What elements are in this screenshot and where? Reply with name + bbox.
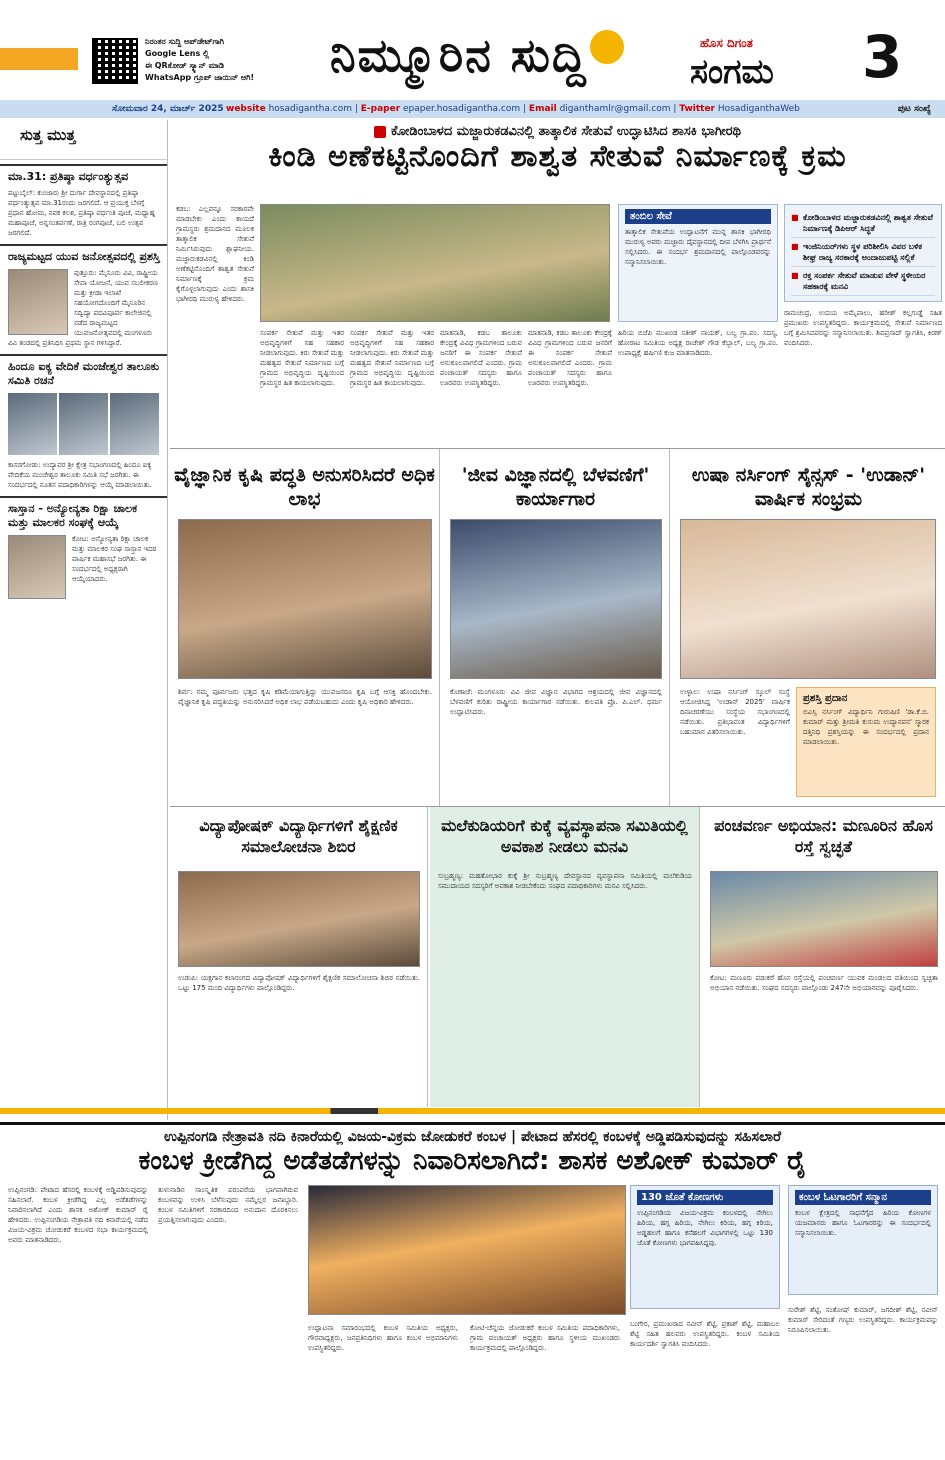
section-divider <box>0 1108 945 1114</box>
story-body: ಕೊಣಾಜೆ: ಮಂಗಳೂರು ವಿವಿ ಜೀವ ವಿಜ್ಞಾನ ವಿಭಾಗದ ಆಶ್ರಯದಲ್ಲಿ ಜೀವ ವಿಜ್ಞಾನದಲ್ಲಿ ಬೆಳವಣಿಗೆ ಕುರಿತು ರಾಷ್ಟ್ರೀಯ ಕಾರ್ಯಾಗಾರ ನಡೆಯಿತು. ಕುಲಪತಿ ಪ್ರೊ. ಪಿ.ಎಲ್. ಧರ್ಮ ಉದ್ಘಾಟಿಸಿದರು. <box>450 688 662 716</box>
story-headline: ಸಾಸ್ತಾನ - ಅನ್ಯೋನ್ಯತಾ ರಿಕ್ಷಾ ಚಾಲಕ ಮತ್ತು ಮಾಲಕರ ಸಂಘಕ್ಕೆ ಆಯ್ಕೆ <box>0 496 167 532</box>
highlight-item: ■ ರಕ್ತ ಸಂಪರ್ಕ ಸೇತುವೆ ಮಾಡುವ ವೇಳೆ ಸ್ಥಳೀಯರ ಸಹಕಾರಕ್ಕೆ ಮನವಿ <box>791 267 935 296</box>
paper-name: ನಿಮ್ಮೂರಿನ ಸುದ್ದಿ <box>330 28 588 82</box>
page-number: 3 <box>862 23 903 91</box>
story-column: ಸಂಪರ್ಕ ಸೇತುವೆ ಮತ್ತು ಇತರ ಅಭಿವೃದ್ಧಿಗಳಿಗೆ ಸಹ ಸಹಕಾರ ನೀಡಲಾಗುವುದು. ಕಿರು ಸೇತುವೆ ಮತ್ತು ಮಹತ್ವದ ಸೇತುವೆ ನಿರ್ಮಾಣದ ಬಗ್ಗೆ ಗ್ರಾಮದ ಅಭಿವೃದ್ಧಿಯ ದೃಷ್ಟಿಯಿಂದ ಗ್ರಾಮಸ್ಥರ ಹಿತ ಕಾಯಲಾಗುವುದು. <box>350 329 434 387</box>
vidyaposhak-story <box>170 807 428 1107</box>
story-headline: ಪಂಚವರ್ಣ ಅಭಿಯಾನ: ಮಣೂರಿನ ಹೊಸ ರಸ್ತೆ ಸ್ವಚ್ಛತೆ <box>714 816 933 856</box>
story-column: ಮಾತನಾಡಿ, ಕಡಬ ತಾಲೂಕು ಕೇಂದ್ರಕ್ಕೆ ವಿವಿಧ ಗ್ರಾಮಗಳಿಂದ ಬರುವ ಜನರಿಗೆ ಈ ಸಂಪರ್ಕ ಸೇತುವೆ ಅನುಕೂಲವಾಗಲಿದೆ ಎಂದರು. ಗ್ರಾಮ ಪಂಚಾಯತ್ ಸದಸ್ಯರು ಹಾಗೂ ಊರವರು ಉಪಸ್ಥಿತರಿದ್ದರು. <box>528 329 612 387</box>
story-headline: ಹಿಂದೂ ಐಕ್ಯ ವೇದಿಕೆ ಮಂಜೇಶ್ವರ ತಾಲೂಕು ಸಮಿತಿ ರಚನೆ <box>0 354 167 390</box>
main-area <box>170 120 945 992</box>
story-column: ಹಿರಿಯ ಬಿಜೆಪಿ ಮುಖಂಡ ಸತೀಶ್ ನಾಯಕ್, ಬಲ್ಯ ಗ್ರಾ.ಪಂ. ಸದಸ್ಯ, ಹೋರಾಟ ಸಮಿತಿಯ ಅಧ್ಯಕ್ಷ ರಾಜೇಶ್ ಗೌಡ ಕೆಬ್ಬಾಲ್, ಬಲ್ಯ ಗ್ರಾ.ಪಂ. ಉಪಾಧ್ಯಕ್ಷೆ ಹರ್ಷಿಣಿ ಕುಜ ಮಾತನಾಡಿದರು. <box>618 329 778 357</box>
box-text: ಕಂಬಳ ಕ್ಷೇತ್ರದಲ್ಲಿ ಸಾಧನೆಗೈದ ಹಿರಿಯ ಕೋಣಗಳ ಯಜಮಾನರು ಹಾಗೂ ಓಟಗಾರರನ್ನು ಈ ಸಂದರ್ಭದಲ್ಲಿ ಸನ್ಮಾನಿಸಲಾಯಿತು. <box>795 1209 931 1237</box>
qr-line-1: ನಿರಂತರ ಸುದ್ದಿ ಅಪ್‌ಡೇಟ್‌ಗಾಗಿ <box>145 37 225 46</box>
story-headline: ವೈಜ್ಞಾನಿಕ ಕೃಷಿ ಪದ್ಧತಿ ಅನುಸರಿಸಿದರೆ ಅಧಿಕ ಲಾಭ <box>174 464 435 510</box>
story-headline: ರಾಜ್ಯಮಟ್ಟದ ಯುವ ಜನೋತ್ಸವದಲ್ಲಿ ಪ್ರಶಸ್ತಿ <box>0 244 167 266</box>
story-column: ರಾಮಚಂದ್ರ, ಉದಯ ಅಮೈಪಾಲು, ಹರೀಶ್ ಕಲ್ಲಗುಡ್ಡೆ ಸಹಿತ ಪ್ರಮುಖರು ಉಪಸ್ಥಿತರಿದ್ದರು. ಕಾರ್ಯಕ್ರಮದಲ್ಲಿ ಸೇತುವೆ ನಿರ್ಮಾಣದ ಬಗ್ಗೆ ಶ್ರಮಿಸಿದವರನ್ನು ಸನ್ಮಾನಿಸಲಾಯಿತು. ಶಿವಪ್ರಸಾದ್ ಸ್ವಾಗತಿಸಿ, ಕಿರಣ್ ವಂದಿಸಿದರು. <box>784 309 942 347</box>
issue-date: ಸೋಮವಾರ 24, ಮಾರ್ಚ್ 2025 <box>112 104 224 114</box>
brand-small: ಹೊಸ ದಿಗಂತ <box>700 36 753 50</box>
story-column: ತುಳುನಾಡಿನ ಸಾಂಸ್ಕೃತಿಕ ಪರಂಪರೆಯ ಭಾಗವಾಗಿರುವ ಕಂಬಳವನ್ನು ಉಳಿಸಿ ಬೆಳೆಸುವುದು ನಮ್ಮೆಲ್ಲರ ಜವಾಬ್ದಾರಿ. ಕಂಬಳ ಸಮಿತಿಗಳಿಗೆ ಸರಕಾರದಿಂದ ಅನುದಾನ ದೊರಕಿಸಲು ಪ್ರಯತ್ನಿಸಲಾಗುವುದು ಎಂದರು. <box>158 1186 298 1224</box>
row-three <box>170 806 945 1106</box>
bottom-headline: ಕಂಬಳ ಕ್ರೀಡೆಗಿದ್ದ ಅಡೆತಡೆಗಳನ್ನು ನಿವಾರಿಸಲಾಗಿದೆ: ಶಾಸಕ ಅಶೋಕ್ ಕುಮಾರ್ ರೈ <box>138 1146 807 1176</box>
story-body: ಕೋಟ: ಮಣೂರು ಪಡುಕರೆ ಹೊಸ ರಸ್ತೆಯಲ್ಲಿ ಪಂಚವರ್ಣ ಯುವಕ ಮಂಡಲದ ವತಿಯಿಂದ ಸ್ವಚ್ಛತಾ ಅಭಿಯಾನ ನಡೆಯಿತು. ಸಂಘದ ಸದಸ್ಯರು ಪಾಲ್ಗೊಂಡು 247ನೇ ಅಭಿಯಾನವನ್ನು ಪೂರೈಸಿದರು. <box>710 974 938 992</box>
bottom-body <box>8 1185 938 1457</box>
cleanup-team-photo <box>710 871 938 967</box>
story-column: ಸುರೇಶ್ ಶೆಟ್ಟಿ, ಸಂತೋಷ್ ಕುಮಾರ್, ಜಗದೀಶ್ ಶೆಟ್ಟಿ, ನವೀನ್ ಕುಮಾರ್ ಸೇರಿದಂತೆ ಗಣ್ಯರು ಉಪಸ್ಥಿತರಿದ್ದರು. ಕಾರ್ಯಕ್ರಮವನ್ನು ನಿರೂಪಿಸಲಾಯಿತು. <box>788 1306 938 1334</box>
bullet-icon <box>374 126 386 138</box>
top-story-kicker <box>170 120 945 139</box>
epaper-label: E-paper <box>360 104 401 114</box>
qr-line-2: Google Lens ಲ್ಲಿ <box>145 49 210 58</box>
story-body: ಉಡುಪಿ: ಯಕ್ಷಗಾನ ಕಲಾರಂಗದ ವಿದ್ಯಾಪೋಷಕ್ ವಿದ್ಯಾರ್ಥಿಗಳಿಗೆ ಶೈಕ್ಷಣಿಕ ಸಮಾಲೋಚನಾ ಶಿಬಿರ ನಡೆಯಿತು. ಒಟ್ಟು 175 ಮಂದಿ ವಿದ್ಯಾರ್ಥಿಗಳು ಪಾಲ್ಗೊಂಡಿದ್ದರು. <box>178 974 420 992</box>
top-story <box>170 204 945 444</box>
story-column: ಕೋಟಿ-ಚೆನ್ನಯ ಜೋಡುಕರೆ ಕಂಬಳ ಸಮಿತಿಯ ಪದಾಧಿಕಾರಿಗಳು, ಗ್ರಾಮ ಪಂಚಾಯತ್ ಅಧ್ಯಕ್ಷರು ಹಾಗೂ ಸ್ಥಳೀಯ ಮುಖಂಡರು ಕಾರ್ಯಕ್ರಮದಲ್ಲಿ ಪಾಲ್ಗೊಂಡಿದ್ದರು. <box>470 1324 620 1352</box>
story-column: ಕಡಬ: ಎಲ್ಲವನ್ನೂ ಸರಕಾರವೇ ಮಾಡಬೇಕು ಎಂದು ಕಾಯದೆ ಗ್ರಾಮಸ್ಥರು ಶ್ರಮದಾನದ ಮೂಲಕ ತಾತ್ಕಾಲಿಕ ಸೇತುವೆ ನಿರ್ಮಿಸಿರುವುದು ಶ್ಲಾಘನೀಯ. ಮಜ್ಜಾರುಕಡವಿನಲ್ಲಿ ಕಿಂಡಿ ಅಣೆಕಟ್ಟಿನೊಂದಿಗೆ ಶಾಶ್ವತ ಸೇತುವೆ ನಿರ್ಮಾಣಕ್ಕೆ ಕ್ರಮ ಕೈಗೊಳ್ಳಲಾಗುವುದು ಎಂದು ಶಾಸಕಿ ಭಾಗೀರಥಿ ಮುರುಳ್ಯ ಹೇಳಿದರು. <box>176 205 254 303</box>
date-bar <box>0 100 945 118</box>
section-brand: ಸಂಗಮ <box>690 52 774 92</box>
email-label: Email <box>528 104 557 114</box>
students-photo <box>178 871 420 967</box>
kicker-text: ಕೋಡಿಂಬಾಳದ ಮಜ್ಜಾರುಕಡವಿನಲ್ಲಿ ತಾತ್ಕಾಲಿಕ ಸೇತುವೆ ಉದ್ಘಾಟಿಸಿದ ಶಾಸಕಿ ಭಾಗೀರಥಿ <box>390 124 741 139</box>
story-column: ಬಂಗೇರ, ಪ್ರಮುಖರಾದ ನವೀನ್ ಶೆಟ್ಟಿ, ಪ್ರಕಾಶ್ ಶೆಟ್ಟಿ, ಮಹಾಬಲ ಶೆಟ್ಟಿ ಸಹಿತ ಹಲವರು ಉಪಸ್ಥಿತರಿದ್ದರು. ಕಂಬಳ ಸಮಿತಿಯ ಕಾರ್ಯದರ್ಶಿ ಸ್ವಾಗತಿಸಿ ವಂದಿಸಿದರು. <box>630 1320 780 1348</box>
felicitation-box <box>788 1185 938 1295</box>
qr-instructions <box>145 36 315 84</box>
photo-caption-box <box>618 204 778 322</box>
website-label: website <box>226 104 266 114</box>
story-body: ಶಿರ್ವ: ನಮ್ಮ ಪೂರ್ವಜರು ಭತ್ತದ ಕೃಷಿ ಕಡಿಮೆಯಾಗುತ್ತಿದ್ದು ಯುವಜನರೂ ಕೃಷಿ ಬಗ್ಗೆ ಆಸಕ್ತಿ ಹೊಂದಬೇಕು. ವೈಜ್ಞಾನಿಕ ಕೃಷಿ ಪದ್ಧತಿಯನ್ನು ಅನುಸರಿಸಿದರೆ ಅಧಿಕ ಲಾಭ ಪಡೆಯಬಹುದು ಎಂದು ಕೃಷಿ ಅಧಿಕಾರಿ ಹೇಳಿದರು. <box>178 688 432 706</box>
story-column: ಮಾತನಾಡಿ, ಕಡಬ ತಾಲೂಕು ಕೇಂದ್ರಕ್ಕೆ ವಿವಿಧ ಗ್ರಾಮಗಳಿಂದ ಬರುವ ಜನರಿಗೆ ಈ ಸಂಪರ್ಕ ಸೇತುವೆ ಅನುಕೂಲವಾಗಲಿದೆ ಎಂದರು. ಗ್ರಾಮ ಪಂಚಾಯತ್ ಸದಸ್ಯರು ಹಾಗೂ ಊರವರು ಉಪಸ್ಥಿತರಿದ್ದರು. <box>440 329 522 387</box>
story-headline: ಮಲೆಕುಡಿಯರಿಗೆ ಕುಕ್ಕೆ ವ್ಯವಸ್ಥಾಪನಾ ಸಮಿತಿಯಲ್ಲಿ ಅವಕಾಶ ನೀಡಲು ಮನವಿ <box>441 816 688 856</box>
story-column: ಸಂಪರ್ಕ ಸೇತುವೆ ಮತ್ತು ಇತರ ಅಭಿವೃದ್ಧಿಗಳಿಗೆ ಸಹ ಸಹಕಾರ ನೀಡಲಾಗುವುದು. ಕಿರು ಸೇತುವೆ ಮತ್ತು ಮಹತ್ವದ ಸೇತುವೆ ನಿರ್ಮಾಣದ ಬಗ್ಗೆ ಗ್ರಾಮದ ಅಭಿವೃದ್ಧಿಯ ದೃಷ್ಟಿಯಿಂದ ಗ್ರಾಮಸ್ಥರ ಹಿತ ಕಾಯಲಾಗುವುದು. <box>260 329 344 387</box>
farm-meeting-photo <box>178 519 432 679</box>
story-body: ಉಳ್ಳಾಲ: ಉಷಾ ನರ್ಸಿಂಗ್ ಸ್ಕೂಲ್ ಸಂಸ್ಥೆ ಆಯೋಜಿಸಿದ್ದ 'ಉಡಾನ್ 2025' ವಾರ್ಷಿಕ ದಿನಾಚರಣೆಯು ಸಂಸ್ಥೆಯ ಸಭಾಂಗಣದಲ್ಲಿ ನಡೆಯಿತು. ಪ್ರತಿಭಾವಂತ ವಿದ್ಯಾರ್ಥಿಗಳಿಗೆ ಬಹುಮಾನ ವಿತರಿಸಲಾಯಿತು. <box>680 688 790 736</box>
caption-head: ತಂಬಿಲ ಸೇವೆ <box>625 209 771 224</box>
story-headline: ಮಾ.31: ಪ್ರತಿಷ್ಠಾ ವರ್ಧಂತ್ಯುತ್ಸವ <box>0 164 167 186</box>
story-headline: 'ಜೀವ ವಿಜ್ಞಾನದಲ್ಲಿ ಬೆಳವಣಿಗೆ' ಕಾರ್ಯಾಗಾರ <box>461 464 650 510</box>
caption-text: ತಾತ್ಕಾಲಿಕ ಸೇತುವೆಯ ಉದ್ಘಾಟನೆಗೆ ಮುನ್ನ ಶಾಸಕಿ ಭಾಗೀರಥಿ ಮುರುಳ್ಯ ಅವರು ಮಜ್ಜಾರು ದೈವಸ್ಥಾನದಲ್ಲಿ ದೀಪ ಬೆಳಗಿಸಿ ಪ್ರಾರ್ಥನೆ ಸಲ್ಲಿಸಿದರು. ಈ ಸಂದರ್ಭ ಶ್ರಮದಾನದಲ್ಲಿ ಪಾಲ್ಗೊಂಡವರನ್ನು ಸನ್ಮಾನಿಸಲಾಯಿತು. <box>625 228 771 266</box>
workshop-photo <box>450 519 662 679</box>
box-head: ಕಂಬಳ ಓಟಗಾರರಿಗೆ ಸನ್ಮಾನ <box>795 1190 931 1205</box>
story-headline: ವಿದ್ಯಾಪೋಷಕ್ ವಿದ್ಯಾರ್ಥಿಗಳಿಗೆ ಶೈಕ್ಷಣಿಕ ಸಮಾಲೋಚನಾ ಶಿಬಿರ <box>199 816 398 856</box>
story-body: ಸುಬ್ರಹ್ಮಣ್ಯ: ಮಹತೋಭಾರ ಕುಕ್ಕೆ ಶ್ರೀ ಸುಬ್ರಹ್ಮಣ್ಯ ದೇವಸ್ಥಾನದ ವ್ಯವಸ್ಥಾಪನಾ ಸಮಿತಿಯಲ್ಲಿ ಮಲೆಕುಡಿಯ ಸಮುದಾಯದ ಸದಸ್ಯರಿಗೆ ಅವಕಾಶ ನೀಡಬೇಕೆಂದು ಸಂಘದ ಪದಾಧಿಕಾರಿಗಳು ಮನವಿ ಸಲ್ಲಿಸಿದರು. <box>438 872 692 890</box>
website-link[interactable]: hosadigantha.com <box>268 104 352 114</box>
award-photo <box>680 519 936 679</box>
portrait-photos <box>8 393 159 455</box>
buffalo-count-box <box>630 1185 780 1309</box>
qr-line-4: WhatsApp ಗ್ರೂಪ್ ಜಾಯಿನ್ ಆಗಿ! <box>145 73 255 82</box>
kambala-stage-photo <box>308 1185 626 1315</box>
story-headline: ಉಷಾ ನರ್ಸಿಂಗ್ ಸೈನ್ಸಸ್ - 'ಉಡಾನ್' ವಾರ್ಷಿಕ ಸಂಭ್ರಮ <box>691 464 926 510</box>
portrait-photo <box>8 269 68 335</box>
qr-line-3: ಈ QRಕೋಡ್ ಸ್ಕ್ಯಾನ್ ಮಾಡಿ <box>145 61 225 70</box>
award-head: ಪ್ರಶಸ್ತಿ ಪ್ರದಾನ <box>803 693 848 704</box>
story-body: ಕಾಸರಗೋಡು: ಉದ್ಯಾವರ ಶ್ರೀ ಕ್ಷೇತ್ರ ಸಭಾಂಗಣದಲ್ಲಿ ಹಿಂದೂ ಐಕ್ಯ ವೇದಿಕೆಯ ಮಂಜೇಶ್ವರ ತಾಲೂಕು ಸಮಿತಿ ಸಭೆ ಜರಗಿತು. ಈ ಸಂದರ್ಭದಲ್ಲಿ ನೂತನ ಪದಾಧಿಕಾರಿಗಳನ್ನು ಆಯ್ಕೆ ಮಾಡಲಾಯಿತು. <box>8 461 152 489</box>
story-column: ಉಪ್ಪಿನಂಗಡಿ: ಪೇಟಾದ ಹೆಸರಲ್ಲಿ ಕಂಬಳಕ್ಕೆ ಅಡ್ಡಿಪಡಿಸುವುದನ್ನು ಸಹಿಸಲಾರೆ. ಕಂಬಳ ಕ್ರೀಡೆಗಿದ್ದ ಎಲ್ಲ ಅಡೆತಡೆಗಳನ್ನು ನಿವಾರಿಸಲಾಗಿದೆ ಎಂದು ಶಾಸಕ ಅಶೋಕ್ ಕುಮಾರ್ ರೈ ಹೇಳಿದರು. ಉಪ್ಪಿನಂಗಡಿಯ ನೇತ್ರಾವತಿ ನದಿ ಕಿನಾರೆಯಲ್ಲಿ ನಡೆದ ವಿಜಯ-ವಿಕ್ರಮ ಜೋಡುಕರೆ ಕಂಬಳದ ಸಭಾ ಕಾರ್ಯಕ್ರಮದಲ್ಲಿ ಅವರು ಮಾತನಾಡಿದರು. <box>8 1186 148 1244</box>
masthead-accent <box>0 48 78 70</box>
box-head: 130 ಜೊತೆ ಕೋಣಗಳು <box>637 1190 773 1205</box>
qr-code-icon[interactable] <box>92 38 138 84</box>
bottom-kicker: ಉಪ್ಪಿನಂಗಡಿ ನೇತ್ರಾವತಿ ನದಿ ಕಿನಾರೆಯಲ್ಲಿ ವಿಜಯ-ವಿಕ್ರಮ ಜೋಡುಕರೆ ಕಂಬಳ | ಪೇಟಾದ ಹೆಸರಲ್ಲಿ ಕಂಬಳಕ್ಕೆ ಅಡ್ಡಿಪಡಿಸುವುದನ್ನು ಸಹಿಸಲಾರೆ <box>163 1129 782 1145</box>
malekudiya-story <box>430 807 700 1107</box>
cleanliness-story <box>702 807 945 1107</box>
left-column <box>0 120 168 1120</box>
contact-links: website hosadigantha.com | E-paper epaper.hosadigantha.com | Email diganthamlr@gmail.com | Twitter HosadiganthaWeb <box>226 104 800 114</box>
top-story-headline: ಕಿಂಡಿ ಅಣೆಕಟ್ಟಿನೊಂದಿಗೆ ಶಾಶ್ವತ ಸೇತುವೆ ನಿರ್ಮಾಣಕ್ಕೆ ಕ್ರಮ <box>268 139 847 174</box>
story-body: ಕೋಟ: ಅನ್ಯೋನ್ಯತಾ ರಿಕ್ಷಾ ಚಾಲಕ ಮತ್ತು ಮಾಲಕರ ಸಂಘ ಸಾಸ್ತಾನ ಇದರ ವಾರ್ಷಿಕ ಮಹಾಸಭೆ ಜರಗಿತು. ಈ ಸಂದರ್ಭದಲ್ಲಿ ಅಧ್ಯಕ್ಷರಾಗಿ ಆಯ್ಕೆಯಾದರು. <box>72 535 157 583</box>
box-text: ಉಪ್ಪಿನಂಗಡಿಯ ವಿಜಯ-ವಿಕ್ರಮ ಕಂಬಳದಲ್ಲಿ ನೇಗಿಲು ಹಿರಿಯ, ಹಗ್ಗ ಹಿರಿಯ, ನೇಗಿಲು ಕಿರಿಯ, ಹಗ್ಗ ಕಿರಿಯ, ಅಡ್ಡಹಲಗೆ ಹಾಗೂ ಕನೆಹಲಗೆ ವಿಭಾಗಗಳಲ್ಲಿ ಒಟ್ಟು 130 ಜೊತೆ ಕೋಣಗಳು ಭಾಗವಹಿಸಿದ್ದವು. <box>637 1209 773 1247</box>
portrait-photo <box>8 535 66 599</box>
bottom-story <box>0 1122 945 1460</box>
masthead <box>0 0 945 100</box>
award-box <box>796 687 936 797</box>
twitter-label: Twitter <box>679 104 715 114</box>
column-brand: ಸುತ್ತ ಮುತ್ತ <box>0 120 167 160</box>
epaper-link[interactable]: epaper.hosadigantha.com <box>403 104 521 114</box>
story-body: ಪಟ್ಟುಬೈಲ್: ಕುಂಜಾರು ಶ್ರೀ ದುರ್ಗಾ ದೇವಸ್ಥಾನದಲ್ಲಿ ಪ್ರತಿಷ್ಠಾ ವರ್ಧಂತ್ಯುತ್ಸವ ಮಾ.31ರಂದು ಜರಗಲಿದೆ. ಆ ಪ್ರಯುಕ್ತ ಬೆಳಗ್ಗೆ ಪ್ರಧಾನ ಹೋಮ, ನವಕ ಕಲಶ, ಪ್ರತಿಷ್ಠಾ ವರ್ಧಂತಿ ಪೂಜೆ, ಮಧ್ಯಾಹ್ನ ಮಹಾಪೂಜೆ, ಅನ್ನಸಂತರ್ಪಣೆ, ರಾತ್ರಿ ರಂಗಪೂಜೆ, ಬಲಿ ಉತ್ಸವ ಜರಗಲಿದೆ. <box>8 189 156 237</box>
sun-logo-icon <box>590 30 624 64</box>
email-link[interactable]: diganthamlr@gmail.com <box>559 104 671 114</box>
story-body: ಪುತ್ತೂರು: ಮೈಸೂರು ವಿವಿ, ರಾಷ್ಟ್ರೀಯ ಸೇವಾ ಯೋಜನೆ, ಯುವ ಸಬಲೀಕರಣ ಮತ್ತು ಕ್ರೀಡಾ ಇಲಾಖೆ ಸಹಯೋಗದೊಂದಿಗೆ ಮೈಸೂರಿನ ಸದ್ವಿದ್ಯಾ ಪದವಿಪೂರ್ವ ಕಾಲೇಜಿನಲ್ಲಿ ನಡೆದ ರಾಜ್ಯಮಟ್ಟದ ಯುವಜನೋತ್ಸವದಲ್ಲಿ ಮಂಗಳೂರು ವಿವಿ ತಂಡದಲ್ಲಿ ಪ್ರತಿನಿಧಿಸಿ ಪ್ರಥಮ ಸ್ಥಾನ ಗಳಿಸಿದ್ದಾರೆ. <box>8 269 158 347</box>
page-label: ಪುಟ ಸಂಖ್ಯೆ <box>897 104 931 114</box>
bridge-inauguration-photo <box>260 204 610 322</box>
twitter-link[interactable]: HosadiganthaWeb <box>717 104 800 114</box>
award-text: ಬಿಎಸ್ಸಿ ನರ್ಸಿಂಗ್ ವಿದ್ಯಾರ್ಥಿನಿ ಗುರುಷಿಣಿ 'ಡಾ.ಕೆ.ಬಿ. ಕುಮಾರ್ ಮತ್ತು ಶ್ರೀಮತಿ ಕುಸುಮ ಉದ್ಯಾನವನ' ಸ್ಮಾರಕ ದತ್ತಿನಿಧಿ ಪ್ರಶಸ್ತಿಯನ್ನು ಈ ಸಂದರ್ಭದಲ್ಲಿ ಪ್ರದಾನ ಮಾಡಲಾಯಿತು. <box>803 708 929 746</box>
highlight-item: ■ ಇಂಜಿನಿಯರ್‌ಗಳು ಸ್ಥಳ ಪರಿಶೀಲಿಸಿ ವಿವರ ಬಳಿಕ ಶೀಘ್ರ ರಾಜ್ಯ ಸರಕಾರಕ್ಕೆ ಅಂದಾಜುಪಟ್ಟಿ ಸಲ್ಲಿಕೆ <box>791 238 935 267</box>
story-column: ಉದ್ಘಾಟನಾ ಸಮಾರಂಭದಲ್ಲಿ ಕಂಬಳ ಸಮಿತಿಯ ಅಧ್ಯಕ್ಷರು, ಗೌರವಾಧ್ಯಕ್ಷರು, ಜನಪ್ರತಿನಿಧಿಗಳು ಹಾಗೂ ಕಂಬಳ ಅಭಿಮಾನಿಗಳು ಉಪಸ್ಥಿತರಿದ್ದರು. <box>308 1324 458 1352</box>
highlight-item: ■ ಕೋಡಿಂಬಾಳದ ಮಜ್ಜಾರುಕಡವಿನಲ್ಲಿ ಶಾಶ್ವತ ಸೇತುವೆ ನಿರ್ಮಾಣಕ್ಕೆ ಡಿಪಿಆರ್ ಸಿದ್ಧತೆ <box>791 209 935 238</box>
highlights-box <box>784 204 942 302</box>
